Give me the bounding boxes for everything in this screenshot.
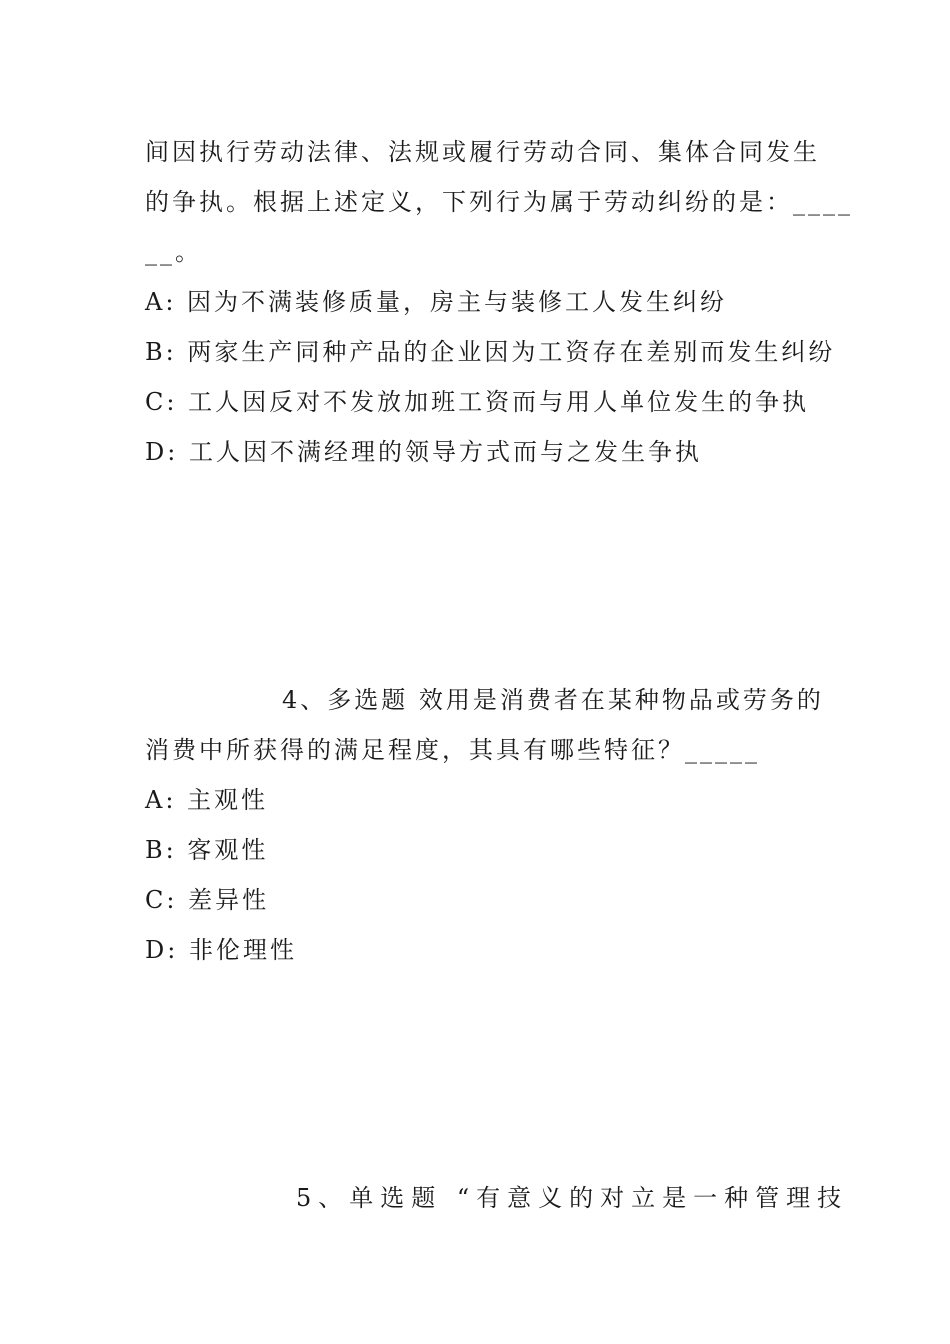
question-stem-line: 的争执。根据上述定义，下列行为属于劳动纠纷的是：____ xyxy=(145,188,853,216)
question-stem-line: 消费中所获得的满足程度，其具有哪些特征？_____ xyxy=(145,736,760,764)
option-c: C: 差异性 xyxy=(145,886,270,914)
option-b: B: 两家生产同种产品的企业因为工资存在差别而发生纠纷 xyxy=(145,338,836,366)
question-stem-line: 4、多选题 效用是消费者在某种物品或劳务的 xyxy=(282,686,824,714)
option-a: A: 主观性 xyxy=(145,786,269,814)
option-b: B: 客观性 xyxy=(145,836,269,864)
question-stem-line: __。 xyxy=(145,238,202,266)
question-stem-line: 5、单选题 “有意义的对立是一种管理技 xyxy=(296,1184,849,1212)
option-c: C: 工人因反对不发放加班工资而与用人单位发生的争执 xyxy=(145,388,810,416)
option-a: A: 因为不满装修质量，房主与装修工人发生纠纷 xyxy=(145,288,728,316)
question-stem-line: 间因执行劳动法律、法规或履行劳动合同、集体合同发生 xyxy=(145,138,820,166)
option-d: D: 工人因不满经理的领导方式而与之发生争执 xyxy=(145,438,702,466)
option-d: D: 非伦理性 xyxy=(145,936,297,964)
